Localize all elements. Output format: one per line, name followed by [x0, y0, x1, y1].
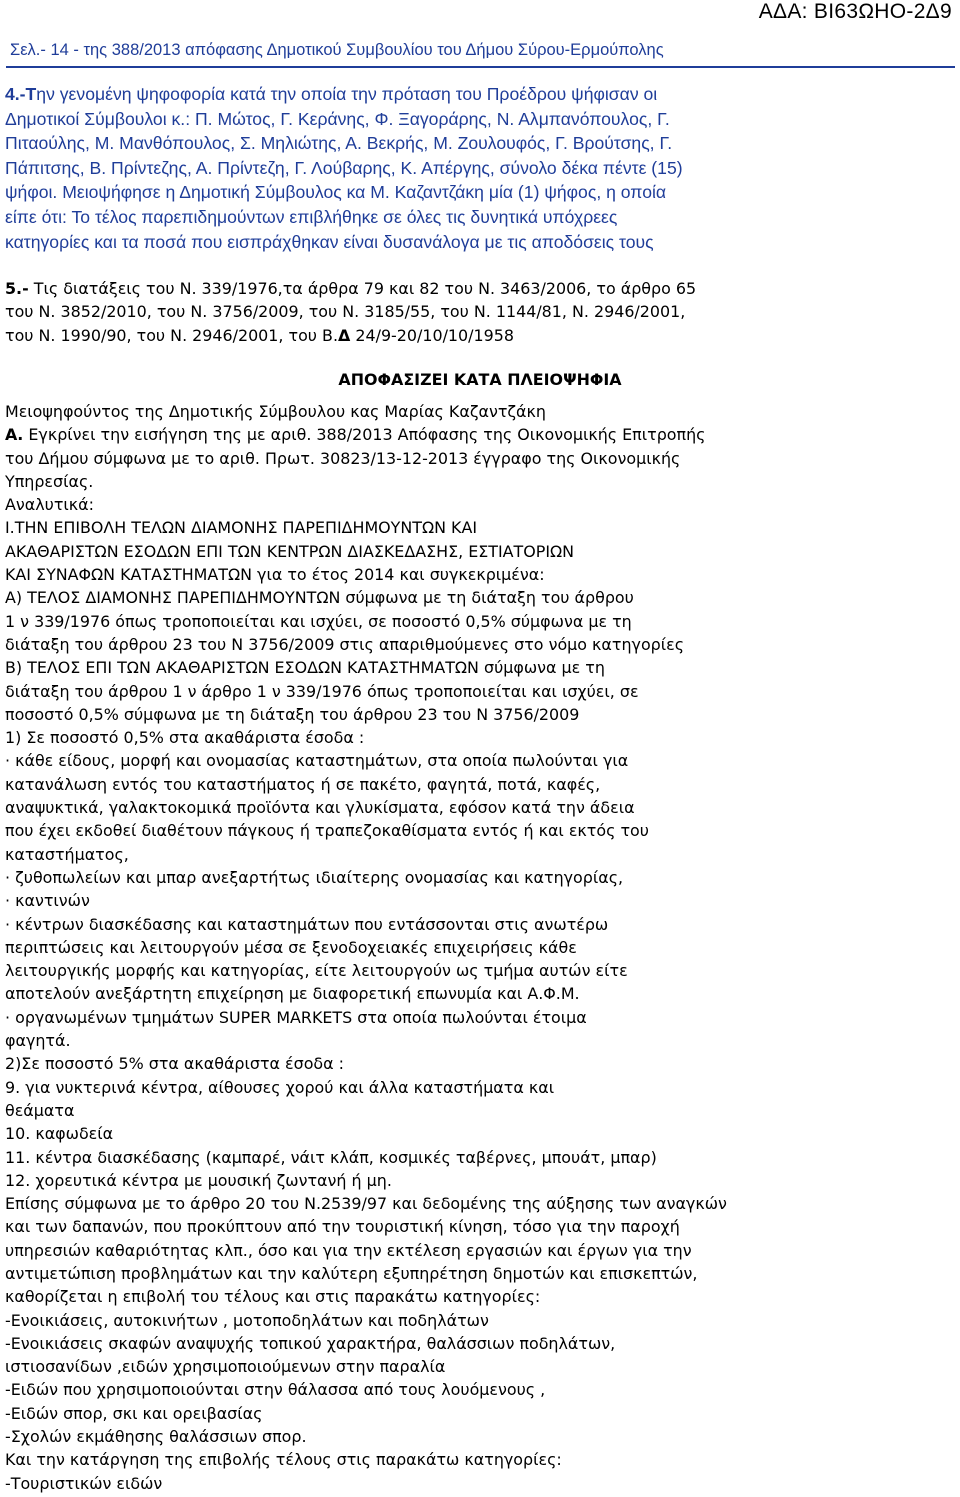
text-line: ΚΑΙ ΣΥΝΑΦΩΝ ΚΑΤΑΣΤΗΜΑΤΩΝ για το έτος 2014 και συγκεκριμένα: — [5, 565, 545, 585]
decision-a-line: Α. Εγκρίνει την εισήγηση της με αριθ. 388/2013 Απόφασης της Οικονομικής Επιτροπής — [5, 425, 706, 445]
text-line: καταστήματος, — [5, 844, 129, 864]
decision-title: ΑΠΟΦΑΣΙΖΕΙ ΚΑΤΑ ΠΛΕΙΟΨΗΦΙΑ — [338, 370, 622, 389]
page-header: Σελ.- 14 - της 388/2013 απόφασης Δημοτικού Συμβουλίου του Δήμου Σύρου-Ερμούπολης — [10, 41, 664, 59]
text-line: διάταξη του άρθρου 1 ν άρθρο 1 ν 339/1976 όπως τροποποιείται και ισχύει, σε — [5, 681, 639, 701]
text-line: 1) Σε ποσοστό 0,5% στα ακαθάριστα έσοδα : — [5, 728, 365, 748]
text-line: -Σχολών εκμάθησης θαλάσσιων σπορ. — [5, 1427, 307, 1447]
section-4-line: κατηγορίες και τα ποσά που εισπράχθηκαν είναι δυσανάλογα με τις αποδόσεις τους — [5, 231, 654, 252]
text-line: Αναλυτικά: — [5, 495, 94, 515]
decision-block — [5, 368, 955, 391]
section-5-line: του Ν. 1990/90, του Ν. 2946/2001, του Β.Δ 24/9-20/10/10/1958 — [5, 325, 514, 345]
text-line: θεάματα — [5, 1100, 75, 1120]
minority-line: Μειοψηφούντος της Δημοτικής Σύμβουλου κας Μαρίας Καζαντζάκη — [5, 402, 546, 421]
ada-code: ΑΔΑ: ΒΙ63ΩΗΟ-2Δ9 — [758, 0, 952, 23]
text-line: -Ειδών σπορ, σκι και ορειβασίας — [5, 1403, 263, 1423]
decision-body — [5, 400, 955, 1495]
section-4-line: Πάπιτσης, Β. Πρίντεζης, Α. Πρίντεζη, Γ. Λούβαρης, Κ. Απέργης, σύνολο δέκα πέντε (15) — [5, 157, 683, 178]
text-line: 12. χορευτικά κέντρα με μουσική ζωντανή ή μη. — [5, 1170, 392, 1190]
decision-a-prefix: Α. — [5, 425, 24, 445]
section-5-prefix: 5.- — [5, 279, 29, 298]
text-line: του Δήμου σύμφωνα με το αριθ. Πρωτ. 30823/13-12-2013 έγγραφο της Οικονομικής — [5, 448, 681, 468]
section-4-line: Δημοτικοί Σύμβουλοι κ.: Π. Μώτος, Γ. Κεράνης, Φ. Ξαγοράρης, Ν. Αλμπανόπουλος, Γ. — [5, 108, 670, 129]
text-line: που έχει εκδοθεί διαθέτουν πάγκους ή τραπεζοκαθίσματα εντός ή και εκτός του — [5, 821, 649, 841]
text-line: -Ειδών που χρησιμοποιούνται στην θάλασσα από τους λουόμενους , — [5, 1380, 546, 1400]
text-line: 9. για νυκτερινά κέντρα, αίθουσες χορού και άλλα καταστήματα και — [5, 1077, 555, 1097]
text-line: Επίσης σύμφωνα με το άρθρο 20 του Ν.2539/97 και δεδομένης της αύξησης των αναγκών — [5, 1194, 727, 1214]
text-line: Και την κατάργηση της επιβολής τέλους στις παρακάτω κατηγορίες: — [5, 1450, 562, 1470]
text-line: · κέντρων διασκέδασης και καταστημάτων που εντάσσονται στις ανωτέρω — [5, 914, 609, 934]
text-line: αναψυκτικά, γαλακτοκομικά προϊόντα και γλυκίσματα, εφόσον κατά την άδεια — [5, 798, 635, 818]
text-line: καθορίζεται η επιβολή του τέλους και στις παρακάτω κατηγορίες: — [5, 1287, 541, 1307]
section-4-line: Πιταούλης, Μ. Μανθόπουλος, Σ. Μηλιώτης, Α. Βεκρής, Μ. Ζουλουφός, Γ. Βρούτσης, Γ. — [5, 133, 673, 154]
section-4-prefix: 4.-Τ — [5, 84, 37, 104]
text-line: 1 ν 339/1976 όπως τροποποιείται και ισχύει, σε ποσοστό 0,5% σύμφωνα με τη — [5, 611, 632, 631]
text-line: αντιμετώπιση προβλημάτων και την καλύτερη εξυπηρέτηση δημοτών και επισκεπτών, — [5, 1263, 698, 1283]
text-line: υπηρεσιών καθαριότητας κλπ., όσο και για την εκτέλεση εργασιών και έργων για την — [5, 1240, 692, 1260]
text-line: -Ενοικιάσεις, αυτοκινήτων , μοτοποδηλάτων και ποδηλάτων — [5, 1310, 489, 1330]
text-line: 11. κέντρα διασκέδασης (καμπαρέ, νάιτ κλάπ, κοσμικές ταβέρνες, μπουάτ, μπαρ) — [5, 1147, 657, 1167]
section-5 — [5, 277, 955, 347]
section-4-line: ψήφοι. Μειοψήφησε η Δημοτική Σύμβουλος κα Μ. Καζαντζάκη μία (1) ψήφος, η οποία — [5, 182, 667, 203]
text-line: · οργανωμένων τμημάτων SUPER MARKETS στα οποία πωλούνται έτοιμα — [5, 1007, 587, 1027]
text-line: 10. καφωδεία — [5, 1124, 114, 1144]
text-line: λειτουργικής μορφής και κατηγορίας, είτε λειτουργούν ως τμήμα αυτών είτε — [5, 961, 628, 981]
text-line: και των δαπανών, που προκύπτουν από την τουριστική κίνηση, τόσο για την παροχή — [5, 1217, 680, 1237]
section-4 — [5, 82, 955, 254]
section-5-line: 5.- Τις διατάξεις του Ν. 339/1976,τα άρθρα 79 και 82 του Ν. 3463/2006, το άρθρο 65 — [5, 279, 697, 298]
section-5-line: του Ν. 3852/2010, του Ν. 3756/2009, του Ν. 3185/55, του Ν. 1144/81, Ν. 2946/2001, — [5, 302, 686, 322]
text-line: ιστιοσανίδων ,ειδών χρησιμοποιούμενων στην παραλία — [5, 1357, 446, 1377]
section-4-line: είπε ότι: Το τέλος παρεπιδημούντων επιβλήθηκε σε όλες τις δυνητικά υπόχρεες — [5, 206, 618, 227]
text-line: · ζυθοπωλείων και μπαρ ανεξαρτήτως ιδιαίτερης ονομασίας και κατηγορίας, — [5, 867, 624, 887]
text-line: κατανάλωση εντός του καταστήματος ή σε πακέτο, φαγητά, ποτά, καφές, — [5, 774, 601, 794]
text-line: περιπτώσεις και λειτουργούν μέσα σε ξενοδοχειακές επιχειρήσεις κάθε — [5, 937, 577, 957]
section-4-line: 4.-Την γενομένη ψηφοφορία κατά την οποία την πρόταση του Προέδρου ψήφισαν οι — [5, 84, 658, 104]
text-line: Ι.ΤΗΝ ΕΠΙΒΟΛΗ ΤΕΛΩΝ ΔΙΑΜΟΝΗΣ ΠΑΡΕΠΙΔΗΜΟΥΝΤΩΝ ΚΑΙ — [5, 518, 478, 538]
text-line: Υπηρεσίας. — [5, 471, 94, 491]
text-line: · κάθε είδους, μορφή και ονομασίας καταστημάτων, στα οποία πωλούνται για — [5, 751, 629, 771]
text-line: · καντινών — [5, 891, 90, 911]
text-line: ΑΚΑΘΑΡΙΣΤΩΝ ΕΣΟΔΩΝ ΕΠΙ ΤΩΝ ΚΕΝΤΡΩΝ ΔΙΑΣΚΕΔΑΣΗΣ, ΕΣΤΙΑΤΟΡΙΩΝ — [5, 541, 575, 561]
text-line: -Ενοικιάσεις σκαφών αναψυχής τοπικού χαρακτήρα, θαλάσσιων ποδηλάτων, — [5, 1333, 616, 1353]
text-line: Β) ΤΕΛΟΣ ΕΠΙ ΤΩΝ ΑΚΑΘΑΡΙΣΤΩΝ ΕΣΟΔΩΝ ΚΑΤΑΣΤΗΜΑΤΩΝ σύμφωνα με τη — [5, 658, 605, 678]
text-line: ποσοστό 0,5% σύμφωνα με τη διάταξη του άρθρου 23 του Ν 3756/2009 — [5, 704, 580, 724]
text-line: διάταξη του άρθρου 23 του Ν 3756/2009 στις απαριθμούμενες στο νόμο κατηγορίες — [5, 634, 685, 654]
header-divider — [6, 66, 955, 68]
text-line: φαγητά. — [5, 1031, 71, 1051]
text-line: Α) ΤΕΛΟΣ ΔΙΑΜΟΝΗΣ ΠΑΡΕΠΙΔΗΜΟΥΝΤΩΝ σύμφωνα με τη διάταξη του άρθρου — [5, 588, 634, 608]
text-line: αποτελούν ανεξάρτητη επιχείρηση με διαφορετική επωνυμία και Α.Φ.Μ. — [5, 984, 580, 1004]
text-line: 2)Σε ποσοστό 5% στα ακαθάριστα έσοδα : — [5, 1054, 345, 1074]
text-line: -Τουριστικών ειδών — [5, 1473, 163, 1493]
